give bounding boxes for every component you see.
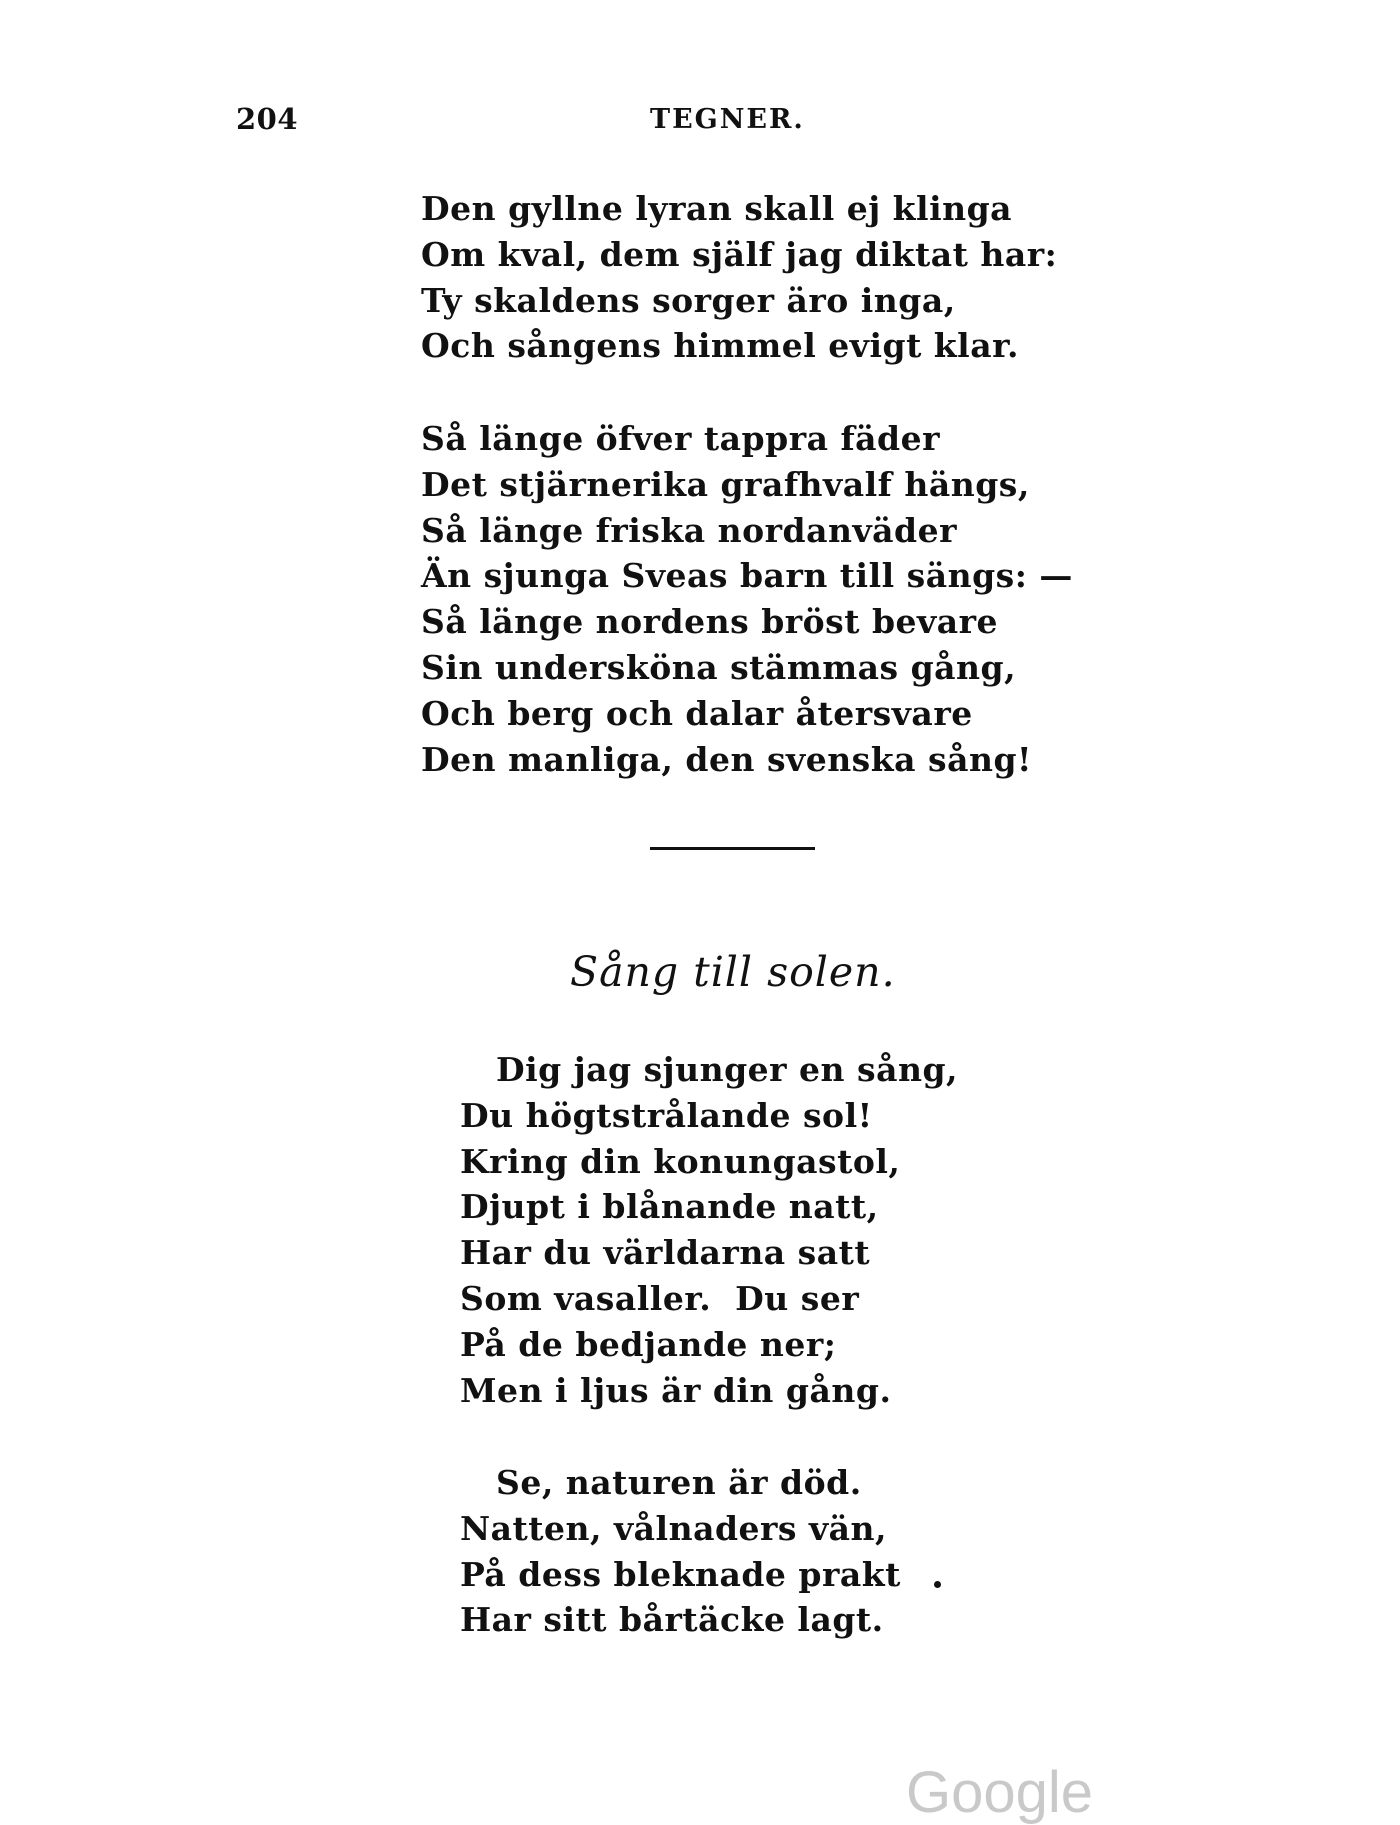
verse-line: Natten, vålnaders vän, [460, 1508, 888, 1548]
verse-line: Sin undersköna stämmas gång, [421, 647, 1017, 687]
google-watermark: Google [906, 1760, 1094, 1825]
page-number: 204 [236, 102, 299, 136]
verse-line: Det stjärnerika grafhvalf hängs, [421, 464, 1030, 504]
verse-line: Har du världarna satt [460, 1233, 871, 1273]
verse-line: Men i ljus är din gång. [460, 1370, 892, 1410]
verse-line: Så länge öfver tappra fäder [421, 419, 940, 458]
verse-line: Så länge friska nordanväder [421, 510, 957, 550]
verse-line: Den gyllne lyran skall ej klinga [421, 189, 1013, 228]
verse-line: Du högtstrålande sol! [460, 1095, 873, 1135]
verse-line: Har sitt bårtäcke lagt. [460, 1600, 884, 1640]
verse-line: Och sångens himmel evigt klar. [421, 326, 1019, 366]
verse-line: Så länge nordens bröst bevare [421, 602, 998, 642]
poem-2-stanza-2 [460, 1460, 901, 1643]
running-head: TEGNER. [650, 104, 805, 135]
verse-line: På dess bleknade prakt [460, 1554, 901, 1594]
verse-line: Om kval, dem själf jag diktat har: [421, 234, 1058, 274]
poem-title: Sång till solen. [570, 948, 896, 996]
verse-line: Än sjunga Sveas barn till sängs: — [421, 556, 1073, 596]
verse-line: Och berg och dalar återsvare [421, 693, 973, 733]
verse-line: Ty skaldens sorger äro inga, [421, 280, 956, 320]
verse-line: Dig jag sjunger en sång, [496, 1050, 959, 1089]
verse-line: Se, naturen är död. [496, 1463, 862, 1502]
verse-line: Den manliga, den svenska sång! [421, 739, 1033, 779]
poem-1-stanza-2 [421, 416, 1073, 782]
poem-1-stanza-1 [421, 186, 1057, 369]
verse-line: Kring din konungastol, [460, 1141, 901, 1181]
verse-line: Som vasaller. Du ser [460, 1278, 860, 1318]
section-divider [650, 847, 815, 850]
poem-2-stanza-1 [460, 1047, 958, 1413]
verse-line: Djupt i blånande natt, [460, 1187, 879, 1227]
verse-line: På de bedjande ner; [460, 1324, 837, 1364]
ink-speck [934, 1581, 941, 1588]
